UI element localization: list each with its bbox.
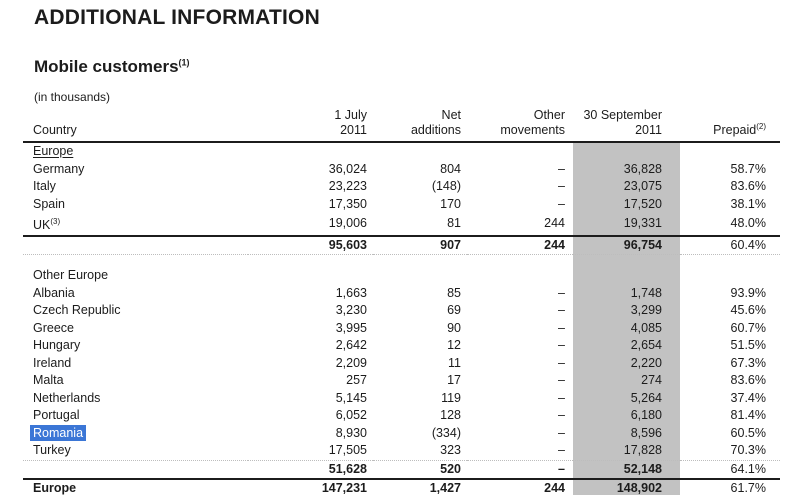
value-cell: 5,145	[335, 390, 367, 405]
value-cell: 244	[467, 479, 573, 495]
value-cell: –	[558, 303, 565, 318]
value-cell: 64.1%	[680, 460, 780, 479]
value-cell	[467, 267, 573, 285]
value-cell: 83.6%	[730, 373, 766, 388]
value-cell: 244	[544, 216, 565, 231]
country-cell	[23, 196, 248, 214]
subtotal-row	[23, 460, 780, 479]
country-cell	[23, 442, 248, 460]
data-row	[23, 355, 780, 373]
value-cell: 17,520	[623, 196, 662, 211]
country-cell	[23, 425, 248, 443]
value-cell: 23,075	[623, 179, 662, 193]
value-cell	[680, 255, 780, 268]
value-cell: 274	[641, 373, 662, 388]
country-label: Ireland	[33, 355, 72, 370]
country-label: Turkey	[33, 443, 71, 458]
header-row	[23, 102, 780, 142]
header-prepaid	[680, 102, 780, 142]
data-row	[23, 285, 780, 303]
country-cell	[23, 236, 248, 255]
value-cell	[248, 255, 373, 268]
data-row	[23, 213, 780, 236]
value-cell: 6,052	[335, 408, 367, 423]
value-cell	[680, 267, 780, 285]
value-cell: –	[558, 338, 565, 353]
value-cell: 323	[440, 443, 461, 458]
selected-country-text[interactable]: Romania	[30, 425, 86, 441]
header-line2: 2011	[340, 123, 367, 137]
footnote-ref-1: (1)	[178, 57, 190, 68]
value-cell	[573, 267, 680, 285]
value-cell: 1,748	[630, 285, 662, 300]
value-cell: 907	[373, 236, 467, 255]
subtotal-row	[23, 236, 780, 255]
value-cell: (334)	[431, 425, 461, 440]
value-cell: –	[467, 460, 573, 479]
units-note: (in thousands)	[34, 90, 111, 104]
value-cell: 2,220	[630, 355, 662, 370]
value-cell: –	[558, 179, 565, 193]
value-cell: (148)	[431, 179, 461, 193]
value-cell: 2,209	[335, 355, 367, 370]
header-line2: Country	[33, 123, 77, 137]
value-cell: 93.9%	[730, 285, 766, 300]
country-cell	[23, 390, 248, 408]
value-cell: 85	[447, 285, 461, 300]
country-cell	[23, 255, 248, 268]
value-cell: 148,902	[573, 479, 680, 495]
value-cell: 61.7%	[680, 479, 780, 495]
value-cell: 83.6%	[730, 179, 766, 193]
data-row	[23, 302, 780, 320]
country-cell	[23, 302, 248, 320]
value-cell: 3,995	[335, 320, 367, 335]
country-label: UK	[33, 218, 51, 233]
value-cell: 95,603	[248, 236, 373, 255]
value-cell: 37.4%	[730, 390, 766, 405]
data-row	[23, 407, 780, 425]
country-cell	[23, 355, 248, 373]
value-cell: 19,006	[328, 216, 367, 231]
value-cell: –	[558, 161, 565, 176]
value-cell: 12	[447, 338, 461, 353]
header-other-movements	[467, 102, 573, 142]
value-cell	[373, 255, 467, 268]
country-label: Europe	[33, 144, 74, 158]
header-line2: additions	[410, 123, 461, 137]
header-line1: Other	[533, 108, 565, 122]
value-cell	[467, 255, 573, 268]
value-cell: 2,642	[335, 338, 367, 353]
value-cell: 1,427	[373, 479, 467, 495]
value-cell: –	[558, 390, 565, 405]
value-cell: 1,663	[335, 285, 367, 300]
value-cell	[573, 255, 680, 268]
section-title	[34, 57, 190, 77]
value-cell: 23,223	[328, 179, 367, 193]
value-cell: –	[558, 408, 565, 423]
value-cell: 119	[441, 390, 461, 405]
country-label: Hungary	[33, 338, 81, 353]
country-cell	[23, 285, 248, 303]
page-title: ADDITIONAL INFORMATION	[34, 6, 320, 29]
value-cell	[248, 267, 373, 285]
mobile-customers-table	[23, 102, 780, 495]
value-cell	[373, 142, 467, 161]
data-row	[23, 320, 780, 338]
value-cell: 81.4%	[730, 408, 766, 423]
country-cell	[23, 267, 248, 285]
section-title-text: Mobile customers	[34, 57, 179, 76]
value-cell: –	[558, 285, 565, 300]
value-cell: 257	[346, 373, 367, 388]
header-line1: 1 July	[334, 108, 367, 122]
value-cell: 17,505	[328, 443, 367, 458]
value-cell	[467, 142, 573, 161]
country-label: Italy	[33, 179, 56, 193]
value-cell: 90	[447, 320, 461, 335]
country-label: Other Europe	[33, 268, 109, 283]
header-30-september-2011	[573, 102, 680, 142]
value-cell: 2,654	[630, 338, 662, 353]
country-cell	[23, 142, 248, 161]
value-cell: 11	[448, 355, 461, 370]
value-cell: 60.7%	[730, 320, 766, 335]
data-row	[23, 196, 780, 214]
country-label: Portugal	[33, 408, 80, 423]
header-line2: 2011	[635, 123, 662, 137]
value-cell: –	[558, 373, 565, 388]
country-cell	[23, 161, 248, 179]
footnote-ref-2: (2)	[756, 121, 766, 131]
header-country	[23, 102, 248, 142]
value-cell: 3,230	[335, 303, 367, 318]
value-cell: 69	[447, 303, 461, 318]
data-row	[23, 161, 780, 179]
value-cell: 51.5%	[730, 338, 766, 353]
value-cell: 5,264	[630, 390, 662, 405]
value-cell	[248, 142, 373, 161]
value-cell: –	[558, 355, 565, 370]
value-cell: 4,085	[630, 320, 662, 335]
header-line2: movements	[500, 123, 565, 137]
value-cell: 8,930	[335, 425, 367, 440]
country-cell	[23, 372, 248, 390]
value-cell: 3,299	[630, 303, 662, 318]
country-label: Europe	[33, 481, 77, 495]
country-cell	[23, 320, 248, 338]
value-cell: 58.7%	[730, 161, 766, 176]
country-cell	[23, 460, 248, 479]
value-cell: 520	[373, 460, 467, 479]
value-cell: 67.3%	[730, 355, 766, 370]
header-1-july-2011	[248, 102, 373, 142]
header-net-additions	[373, 102, 467, 142]
value-cell: 128	[440, 408, 461, 423]
value-cell	[573, 142, 680, 161]
value-cell: 17,350	[328, 196, 367, 211]
data-row	[23, 425, 780, 443]
value-cell: 60.5%	[730, 425, 766, 440]
country-cell	[23, 407, 248, 425]
value-cell: 19,331	[623, 216, 662, 231]
value-cell: 38.1%	[730, 196, 766, 211]
value-cell: 17	[447, 373, 461, 388]
value-cell: –	[558, 320, 565, 335]
value-cell: 244	[467, 236, 573, 255]
value-cell: –	[558, 425, 565, 440]
section-label-row	[23, 142, 780, 161]
value-cell: 48.0%	[730, 216, 766, 231]
value-cell: 6,180	[630, 408, 662, 423]
value-cell: –	[558, 443, 565, 458]
country-label: Netherlands	[33, 390, 101, 405]
footnote-ref-3: (3)	[50, 217, 61, 226]
header-line2: Prepaid	[713, 123, 757, 137]
table-body	[23, 142, 780, 495]
data-row	[23, 372, 780, 390]
country-cell	[23, 213, 248, 236]
country-cell	[23, 479, 248, 495]
value-cell: 36,828	[623, 161, 662, 176]
value-cell: 81	[447, 216, 461, 231]
country-label: Germany	[33, 161, 85, 176]
value-cell	[680, 142, 780, 161]
country-label: Albania	[33, 285, 75, 300]
data-row	[23, 442, 780, 460]
country-label: Malta	[33, 373, 64, 388]
country-cell	[23, 178, 248, 196]
value-cell: 96,754	[573, 236, 680, 255]
value-cell: 804	[440, 161, 461, 176]
value-cell: 36,024	[328, 161, 367, 176]
section-label-row	[23, 267, 780, 285]
country-cell	[23, 337, 248, 355]
value-cell: 45.6%	[730, 303, 766, 318]
data-row	[23, 337, 780, 355]
country-label: Czech Republic	[33, 303, 121, 318]
spacer-row	[23, 255, 780, 268]
header-line1: Net	[441, 108, 461, 122]
data-row	[23, 178, 780, 196]
value-cell: 52,148	[573, 460, 680, 479]
data-row	[23, 390, 780, 408]
country-label: Greece	[33, 320, 74, 335]
value-cell: 60.4%	[680, 236, 780, 255]
header-line1: 30 September	[583, 108, 662, 122]
value-cell: 8,596	[630, 425, 662, 440]
value-cell: 147,231	[248, 479, 373, 495]
value-cell: 17,828	[623, 443, 662, 458]
country-label: Spain	[33, 196, 65, 211]
value-cell: 70.3%	[730, 443, 766, 458]
value-cell: 51,628	[248, 460, 373, 479]
value-cell	[373, 267, 467, 285]
total-row	[23, 479, 780, 495]
value-cell: –	[558, 196, 565, 211]
value-cell: 170	[440, 196, 461, 211]
